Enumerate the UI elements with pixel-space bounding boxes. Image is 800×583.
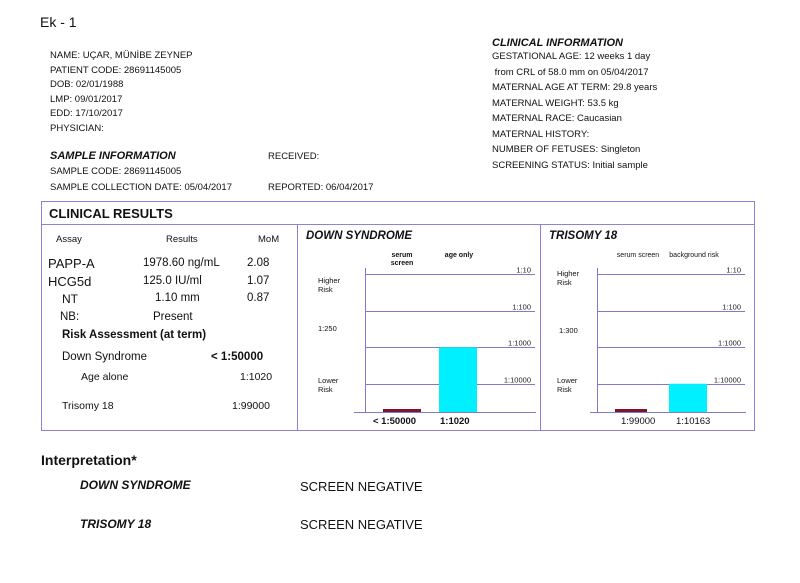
clinical-info-title: CLINICAL INFORMATION <box>492 37 623 49</box>
assay-hcg5d: HCG5d <box>48 274 92 289</box>
interp-t18-label: TRISOMY 18 <box>80 517 152 531</box>
down-value-serum: < 1:50000 <box>373 416 417 427</box>
down-value-age: 1:1020 <box>440 416 470 427</box>
interp-t18-value: SCREEN NEGATIVE <box>300 517 423 532</box>
tick-label: 1:10000 <box>503 375 531 385</box>
tick-label: 1:1000 <box>508 338 531 348</box>
tick-label: 1:100 <box>512 302 531 312</box>
t18-higher-risk-label: Higher Risk <box>557 269 580 287</box>
t18-value-serum: 1:99000 <box>621 416 656 427</box>
interp-down-label: DOWN SYNDROME <box>80 478 191 492</box>
t18-col-serum: serum screen <box>616 252 660 259</box>
crl-info: from CRL of 58.0 mm on 05/04/2017 <box>492 66 649 78</box>
t18-plot-area <box>597 262 745 414</box>
mom-papp-a: 2.08 <box>247 257 270 269</box>
sample-collection-date: SAMPLE COLLECTION DATE: 05/04/2017 <box>50 182 232 193</box>
assay-nb: NB: <box>60 311 80 323</box>
risk-assessment-title: Risk Assessment (at term) <box>62 329 207 341</box>
number-of-fetuses: NUMBER OF FETUSES: Singleton <box>492 144 641 155</box>
maternal-age: MATERNAL AGE AT TERM: 29.8 years <box>492 82 658 93</box>
result-nb: Present <box>153 311 193 323</box>
tick-label: 1:10000 <box>713 375 741 385</box>
maternal-history: MATERNAL HISTORY: <box>492 128 590 140</box>
mom-header: MoM <box>258 234 280 245</box>
tick-label: 1:100 <box>722 302 741 312</box>
mom-hcg5d: 1.07 <box>247 275 270 287</box>
t18-cutoff-label: 1:300 <box>559 326 578 335</box>
patient-name: NAME: UÇAR, MÜNİBE ZEYNEP <box>50 50 193 61</box>
t18-chart-title: TRISOMY 18 <box>549 230 618 242</box>
tick-label: 1:10 <box>516 265 531 275</box>
sample-info-title: SAMPLE INFORMATION <box>50 150 176 162</box>
down-col-age: age only <box>444 252 474 259</box>
age-alone-label: Age alone <box>81 371 129 383</box>
patient-lmp: LMP: 09/01/2017 <box>50 93 123 105</box>
sample-code: SAMPLE CODE: 28691145005 <box>50 166 182 177</box>
mom-nt: 0.87 <box>247 292 270 304</box>
bar-1 <box>669 384 707 412</box>
clinical-info <box>492 37 657 173</box>
down-plot-svg <box>365 262 535 414</box>
age-alone-risk: 1:1020 <box>240 371 273 383</box>
down-lower-risk-label: Lower Risk <box>318 376 339 394</box>
results-header: Results <box>166 234 198 245</box>
results-header-divider <box>41 224 754 225</box>
result-nt: 1.10 mm <box>155 292 200 304</box>
tick-label: 1:10 <box>726 265 741 275</box>
screening-status: SCREENING STATUS: Initial sample <box>492 159 648 171</box>
t18-value-background: 1:10163 <box>676 416 711 427</box>
patient-dob: DOB: 02/01/1988 <box>50 79 124 90</box>
down-col-serum: serum screen <box>390 252 414 267</box>
down-syndrome-label: Down Syndrome <box>62 351 148 363</box>
t18-plot-svg <box>597 262 745 414</box>
patient-edd: EDD: 17/10/2017 <box>50 108 123 119</box>
t18-col-background: background risk <box>669 252 719 259</box>
trisomy18-label: Trisomy 18 <box>62 400 114 412</box>
clinical-results-title: CLINICAL RESULTS <box>49 206 173 221</box>
result-papp-a: 1978.60 ng/mL <box>143 257 220 269</box>
patient-physician: PHYSICIAN: <box>50 122 104 134</box>
down-syndrome-risk: < 1:50000 <box>211 351 264 363</box>
bar-0 <box>383 409 421 412</box>
assay-header: Assay <box>56 234 82 245</box>
assay-papp-a: PAPP-A <box>48 256 95 271</box>
patient-info <box>50 49 193 136</box>
document-label: Ek - 1 <box>40 14 77 30</box>
maternal-weight: MATERNAL WEIGHT: 53.5 kg <box>492 97 619 109</box>
down-chart-title: DOWN SYNDROME <box>306 230 413 242</box>
received-label: RECEIVED: <box>268 151 320 162</box>
reported-date: REPORTED: 06/04/2017 <box>268 182 374 193</box>
t18-lower-risk-label: Lower Risk <box>557 376 578 394</box>
down-plot-area <box>365 262 535 414</box>
maternal-race: MATERNAL RACE: Caucasian <box>492 113 622 124</box>
down-higher-risk-label: Higher Risk <box>318 276 341 294</box>
results-divider-1 <box>297 225 298 430</box>
bar-0 <box>615 409 647 412</box>
tick-label: 1:1000 <box>718 338 741 348</box>
results-divider-2 <box>540 225 541 430</box>
patient-code: PATIENT CODE: 28691145005 <box>50 64 182 76</box>
gestational-age: GESTATIONAL AGE: 12 weeks 1 day <box>492 51 651 62</box>
result-hcg5d: 125.0 IU/ml <box>143 275 202 287</box>
interp-down-value: SCREEN NEGATIVE <box>300 479 423 494</box>
assay-nt: NT <box>62 292 78 306</box>
bar-1 <box>439 347 477 412</box>
trisomy18-risk: 1:99000 <box>232 400 270 412</box>
down-cutoff-label: 1:250 <box>318 324 337 333</box>
interpretation-title: Interpretation* <box>41 452 137 468</box>
